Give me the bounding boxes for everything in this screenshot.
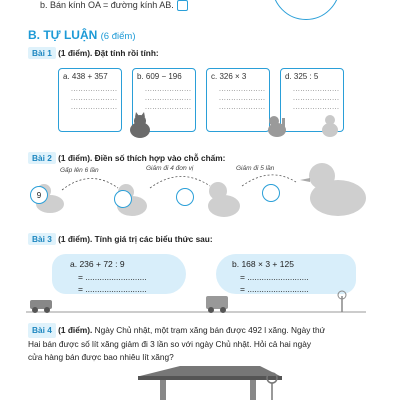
bai3-expr-a: a. 236 + 72 : 9 [70,259,125,269]
bai3-tag: Bài 3 [28,233,56,245]
bai2-text: Điền số thích hợp vào chỗ chấm: [94,153,226,163]
bai1-item-c: c. 326 × 3 [211,72,247,81]
bai3-eq-a2[interactable]: = .......................... [78,284,147,294]
option-b-text: b. Bán kính OA = đường kính AB. [40,0,174,10]
bai1-card-c[interactable] [206,68,270,132]
dots: ................... [71,95,118,102]
bai2-answer-1[interactable] [114,190,132,208]
bai1-tag: Bài 1 [28,47,56,59]
dots: ................... [293,104,340,111]
dots: ................... [71,86,118,93]
dots: ................... [219,86,266,93]
dots: ................... [293,86,340,93]
teddy-illustration [318,112,342,138]
bai2-start-circle [30,186,48,204]
dots: ................... [145,95,192,102]
section-points: (6 điểm) [100,31,136,42]
bai3-expr-b: b. 168 × 3 + 125 [232,259,294,269]
cat-illustration [126,112,154,138]
bai1-item-d: d. 325 : 5 [285,72,319,81]
bai1-points: (1 điểm). [58,48,93,58]
bai1-item-b: b. 609 − 196 [137,72,182,81]
bai1-item-a: a. 438 + 357 [63,72,108,81]
section-title: TỰ LUẬN [43,28,98,42]
bai3-eq-a1[interactable]: = .......................... [78,272,147,282]
dog-illustration [262,112,292,138]
option-b-checkbox[interactable] [177,0,188,11]
bai1-heading [28,47,159,59]
circle-figure [272,0,340,20]
option-b [40,0,188,11]
bai2-label-2: Giảm đi 4 đơn vị [146,165,194,172]
bai3-points: (1 điểm). [58,234,93,244]
bai1-card-a[interactable] [58,68,122,132]
dots: ................... [219,104,266,111]
bai3-text: Tính giá trị các biểu thức sau: [94,234,213,244]
bai4-line-3: cửa hàng bán được bao nhiêu lít xăng? [28,352,174,362]
bai4-points: (1 điểm). [58,325,93,335]
bai4-line-1: Ngày Chủ nhật, một trạm xăng bán được 492 l xăng. Ngày thứ [94,325,326,335]
bai2-start-value: 9 [36,190,42,200]
dots: ................... [71,104,118,111]
bai1-text: Đặt tính rồi tính: [94,48,159,58]
section-heading [28,28,135,42]
dots: ................... [145,104,192,111]
bai2-tag: Bài 2 [28,152,56,164]
bai3-eq-b2[interactable]: = .......................... [240,284,309,294]
dots: ................... [293,95,340,102]
bai2-answer-2[interactable] [176,188,194,206]
dots: ................... [219,95,266,102]
road-cars [26,290,366,314]
bai2-label-3: Giảm đi 5 lần [236,165,275,172]
bai4-line-2: Hai bán được số lít xăng giảm đi 3 lần so với ngày Chủ nhật. Hỏi cả hai ngày [28,339,312,349]
dots: ................... [145,86,192,93]
bai2-points: (1 điểm). [58,153,93,163]
bai2-label-1: Gấp lên 6 lần [60,167,99,174]
bai3-eq-b1[interactable]: = .......................... [240,272,309,282]
gas-station-illustration [120,364,300,400]
bai4-paragraph [28,323,384,364]
bai4-tag: Bài 4 [28,323,56,338]
bai3-heading [28,233,213,245]
bai2-answer-3[interactable] [262,184,280,202]
section-letter: B. [28,28,40,42]
